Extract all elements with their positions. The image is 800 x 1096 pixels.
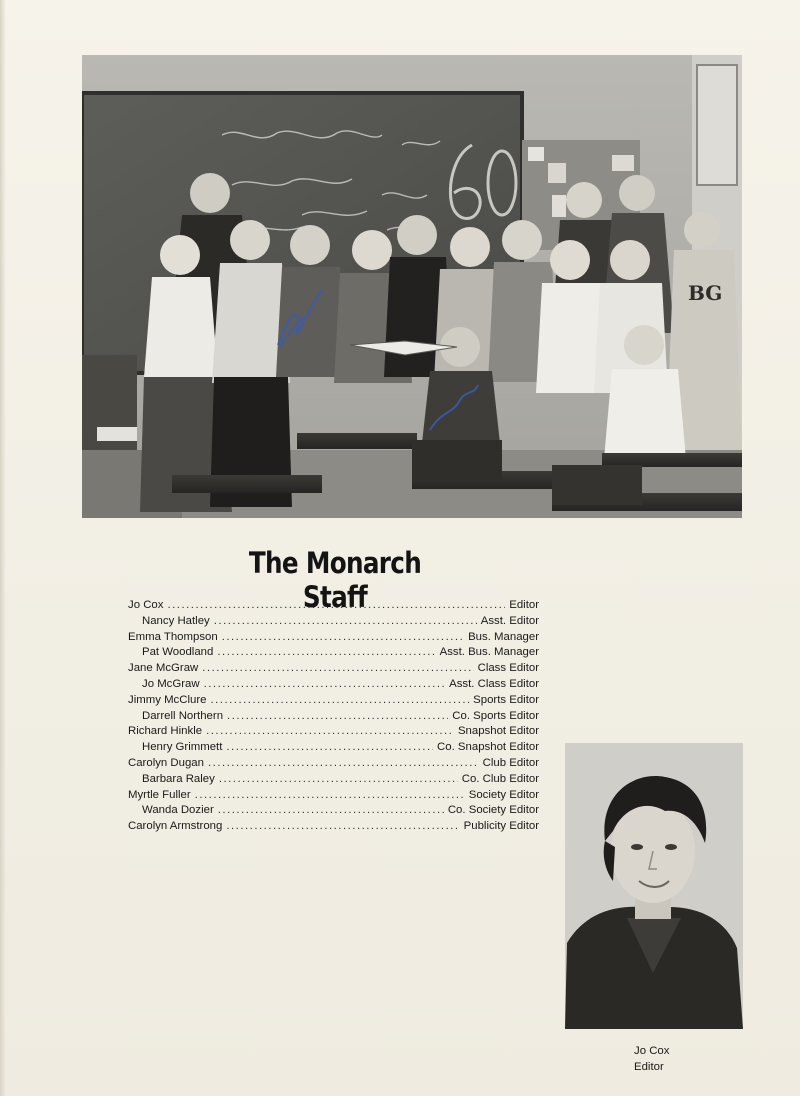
- staff-member-name: Carolyn Armstrong: [128, 820, 223, 833]
- staff-member-role: Class Editor: [477, 662, 539, 675]
- roster-row: [128, 819, 539, 835]
- roster-row: [128, 645, 539, 661]
- staff-member-name: Emma Thompson: [128, 630, 218, 643]
- roster-row: [128, 724, 539, 740]
- roster-row: [128, 661, 539, 677]
- roster-row: [128, 598, 539, 614]
- staff-member-role: Editor: [509, 599, 539, 611]
- editor-portrait: [565, 743, 743, 1029]
- roster-row: [128, 772, 539, 788]
- dot-leader: [226, 740, 433, 756]
- roster-row: [128, 788, 539, 804]
- dot-leader: [222, 630, 464, 646]
- dot-leader: [195, 788, 465, 804]
- page-fold-shadow: [0, 0, 6, 1096]
- staff-member-role: Snapshot Editor: [457, 725, 539, 738]
- staff-member-name: Richard Hinkle: [128, 725, 203, 738]
- dot-leader: [204, 677, 446, 693]
- staff-member-name: Henry Grimmett: [142, 741, 223, 754]
- staff-member-role: Bus. Manager: [468, 630, 539, 643]
- dot-leader: [219, 772, 458, 788]
- staff-member-name: Carolyn Dugan: [128, 756, 204, 769]
- staff-member-role: Co. Sports Editor: [452, 709, 539, 722]
- svg-text:BG: BG: [688, 281, 723, 305]
- roster-row: [128, 693, 539, 709]
- dot-leader: [217, 645, 435, 661]
- staff-member-role: Co. Society Editor: [447, 804, 539, 817]
- dot-leader: [214, 614, 477, 630]
- dot-leader: [210, 693, 469, 709]
- dot-leader: [167, 598, 505, 614]
- staff-member-role: Society Editor: [468, 788, 539, 801]
- staff-member-name: Pat Woodland: [142, 646, 214, 659]
- dot-leader: [208, 756, 479, 772]
- staff-member-role: Club Editor: [482, 756, 539, 769]
- staff-member-role: Co. Snapshot Editor: [437, 741, 539, 754]
- staff-roster: [128, 598, 539, 835]
- staff-member-name: Jane McGraw: [128, 662, 199, 675]
- dot-leader: [226, 819, 459, 835]
- staff-member-role: Publicity Editor: [463, 820, 539, 833]
- dot-leader: [202, 661, 473, 677]
- caption-name: Jo Cox: [634, 1045, 670, 1057]
- roster-row: [128, 803, 539, 819]
- staff-member-name: Jo McGraw: [142, 677, 200, 690]
- portrait-caption: [634, 1043, 669, 1075]
- staff-group-photo-image: [82, 55, 742, 518]
- dot-leader: [227, 709, 448, 725]
- staff-member-name: Wanda Dozier: [142, 804, 214, 817]
- staff-member-name: Jimmy McClure: [128, 693, 207, 706]
- roster-row: [128, 614, 539, 630]
- page-title: The Monarch Staff: [248, 546, 422, 614]
- staff-member-name: Nancy Hatley: [142, 614, 210, 627]
- staff-member-role: Co. Club Editor: [461, 772, 539, 785]
- staff-member-role: Sports Editor: [473, 693, 539, 706]
- staff-group-photo: [82, 55, 742, 518]
- staff-member-name: Darrell Northern: [142, 709, 224, 722]
- staff-member-role: Asst. Class Editor: [449, 677, 539, 690]
- staff-member-name: Jo Cox: [128, 599, 164, 611]
- roster-row: [128, 677, 539, 693]
- staff-member-name: Myrtle Fuller: [128, 788, 191, 801]
- staff-member-name: Barbara Raley: [142, 772, 215, 785]
- dot-leader: [218, 803, 444, 819]
- dot-leader: [206, 724, 454, 740]
- caption-role: Editor: [634, 1061, 664, 1073]
- roster-row: [128, 756, 539, 772]
- roster-row: [128, 740, 539, 756]
- staff-member-role: Asst. Editor: [480, 614, 539, 627]
- roster-row: [128, 709, 539, 725]
- staff-member-role: Asst. Bus. Manager: [439, 646, 539, 659]
- editor-portrait-image: [565, 743, 743, 1029]
- roster-row: [128, 630, 539, 646]
